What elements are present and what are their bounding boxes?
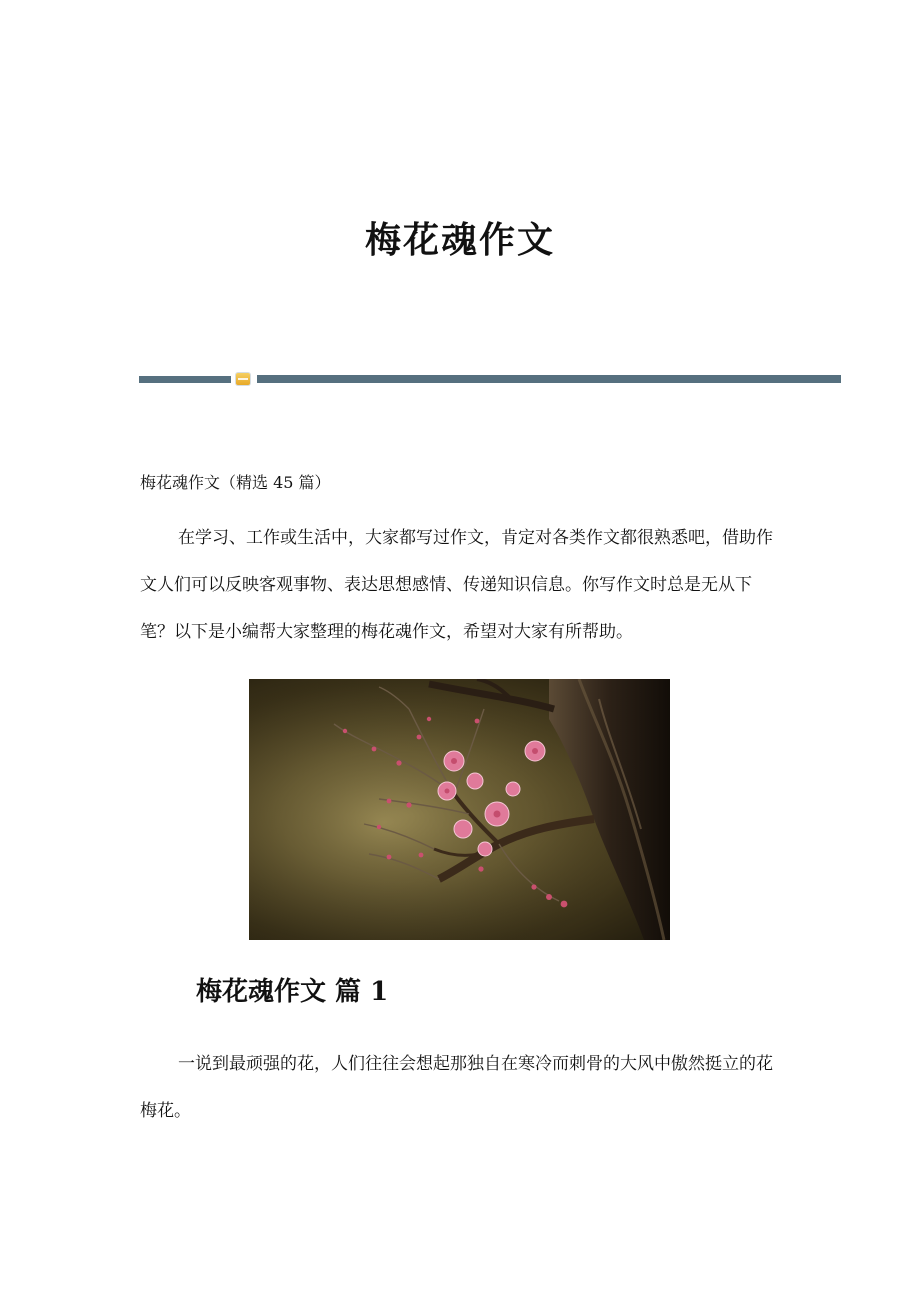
plum-blossom-photo	[249, 679, 670, 940]
divider-ornament-icon	[236, 373, 250, 385]
intro-paragraph: 在学习、工作或生活中，大家都写过作文，肯定对各类作文都很熟悉吧，借助作文人们可以反映客观事物、表达思想感情、传递知识信息。你写作文时总是无从下笔？以下是小编帮大家整理的梅花魂作文，希望对大家有所帮助。	[140, 528, 773, 642]
page-title: 梅花魂作文	[364, 219, 555, 261]
divider-bar-right	[257, 375, 841, 383]
title-divider	[139, 371, 841, 387]
section-heading-1: 梅花魂作文 篇 1	[196, 977, 389, 1007]
document-subtitle: 梅花魂作文（精选 45 篇）	[140, 473, 331, 492]
section-paragraph-1: 一说到最顽强的花，人们往往会想起那独自在寒冷而刺骨的大风中傲然挺立的花梅花。	[140, 1054, 773, 1121]
divider-bar-left	[139, 376, 231, 383]
